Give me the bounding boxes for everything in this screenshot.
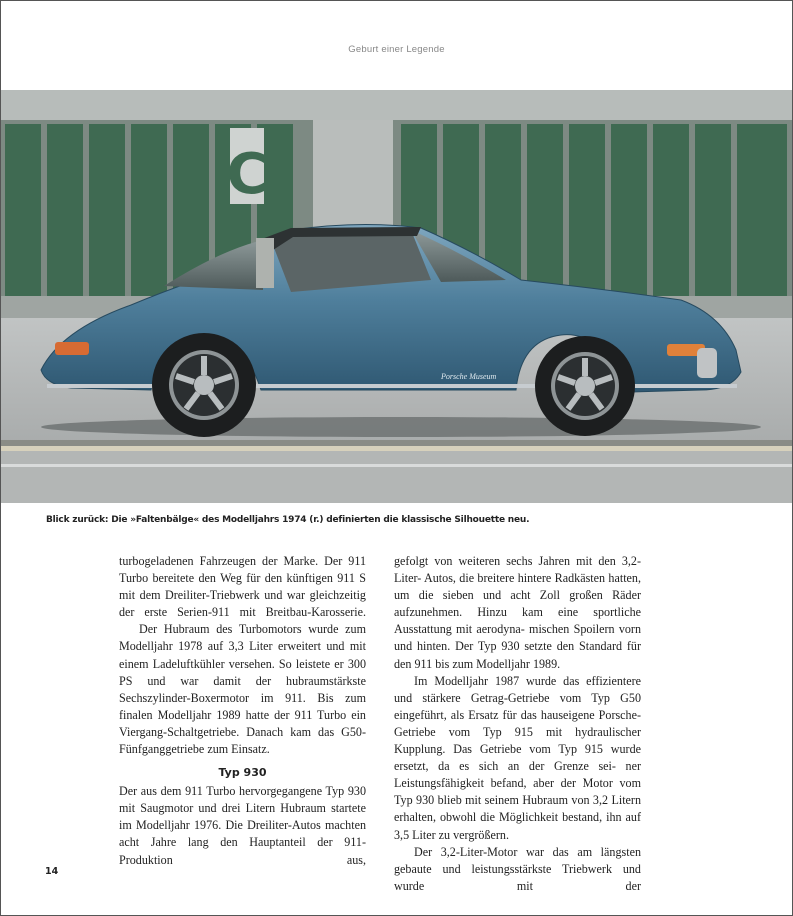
caption-lead: Blick zurück: bbox=[46, 515, 109, 525]
paragraph: turbogeladenen Fahrzeugen der Marke. Der 911 Turbo bereitete den Weg für den künftigen 911 S mit dem Dreiliter-Triebwerk und war gleichzeitig der erste Serien-911 mit Breitbau-Karosserie. bbox=[119, 554, 366, 620]
section-heading: Typ 930 bbox=[218, 766, 267, 780]
running-header: Geburt einer Legende bbox=[348, 44, 445, 55]
paragraph: Der 3,2-Liter-Motor war das am längsten gebaute und leistungsstärkste Triebwerk und wurde mit der bbox=[394, 844, 641, 893]
photo-caption bbox=[46, 515, 766, 525]
page-number: 14 bbox=[45, 866, 59, 877]
paragraph: Im Modelljahr 1987 wurde das effizientere und stärkere Getrag-Getriebe vom Typ G50 eingeführt, als Ersatz für das hauseigene Porsche-Getriebe vom Typ 915 mit hydraulischer Kupplung. Das Getriebe vom Typ 915 wurde ersetzt, da es sich an der Grenze sei- ner Leistungsfähigkeit befand, aber der Motor vom Typ 930 blieb mit seinem Hubraum von 3,2 Litern erhalten, obwohl die Möglichkeit bestand, ihn auf 3,5 Liter zu vergrößern. bbox=[394, 673, 641, 842]
left-text-column bbox=[119, 553, 366, 869]
svg-text:C: C bbox=[226, 142, 268, 207]
right-text-column bbox=[394, 553, 641, 895]
porsche-911-targa-photo bbox=[1, 90, 792, 503]
caption-text: Die »Faltenbälge« des Modelljahrs 1974 (r.) definierten die klassische Silhouette neu. bbox=[108, 515, 530, 525]
paragraph: Der Hubraum des Turbomotors wurde zum Modelljahr 1978 auf 3,3 Liter erweitert und mit einem Ladeluftkühler versehen. So leistete er 300 PS und war damit der hubraumstärkste Sechszylinder-Boxermotor im 911. Bis zum finalen Modelljahr 1989 hatte der 911 Turbo ein Viergang-Schaltgetriebe. Danach kam das G50-Fünfganggetriebe zum Einsatz. bbox=[119, 622, 367, 757]
svg-text:Porsche Museum: Porsche Museum bbox=[441, 372, 497, 381]
paragraph: gefolgt von weiteren sechs Jahren mit den 3,2-Liter- Autos, die breitere hintere Radkästen hatten, um die sieben und acht Zoll großen Räder aufzunehmen. Hinzu kam eine sportliche Ausstattung mit aerodyna- mischen Spoilern vorn und hinten. Der Typ 930 setzte den Standard für den 911 bis zum Modelljahr 1989. bbox=[394, 554, 641, 671]
paragraph: Der aus dem 911 Turbo hervorgegangene Typ 930 mit Saugmotor und drei Litern Hubraum startete im Modelljahr 1976. Die Dreiliter-Autos machten acht Jahre lang den Hauptanteil der 911-Produktion aus, bbox=[119, 784, 366, 867]
